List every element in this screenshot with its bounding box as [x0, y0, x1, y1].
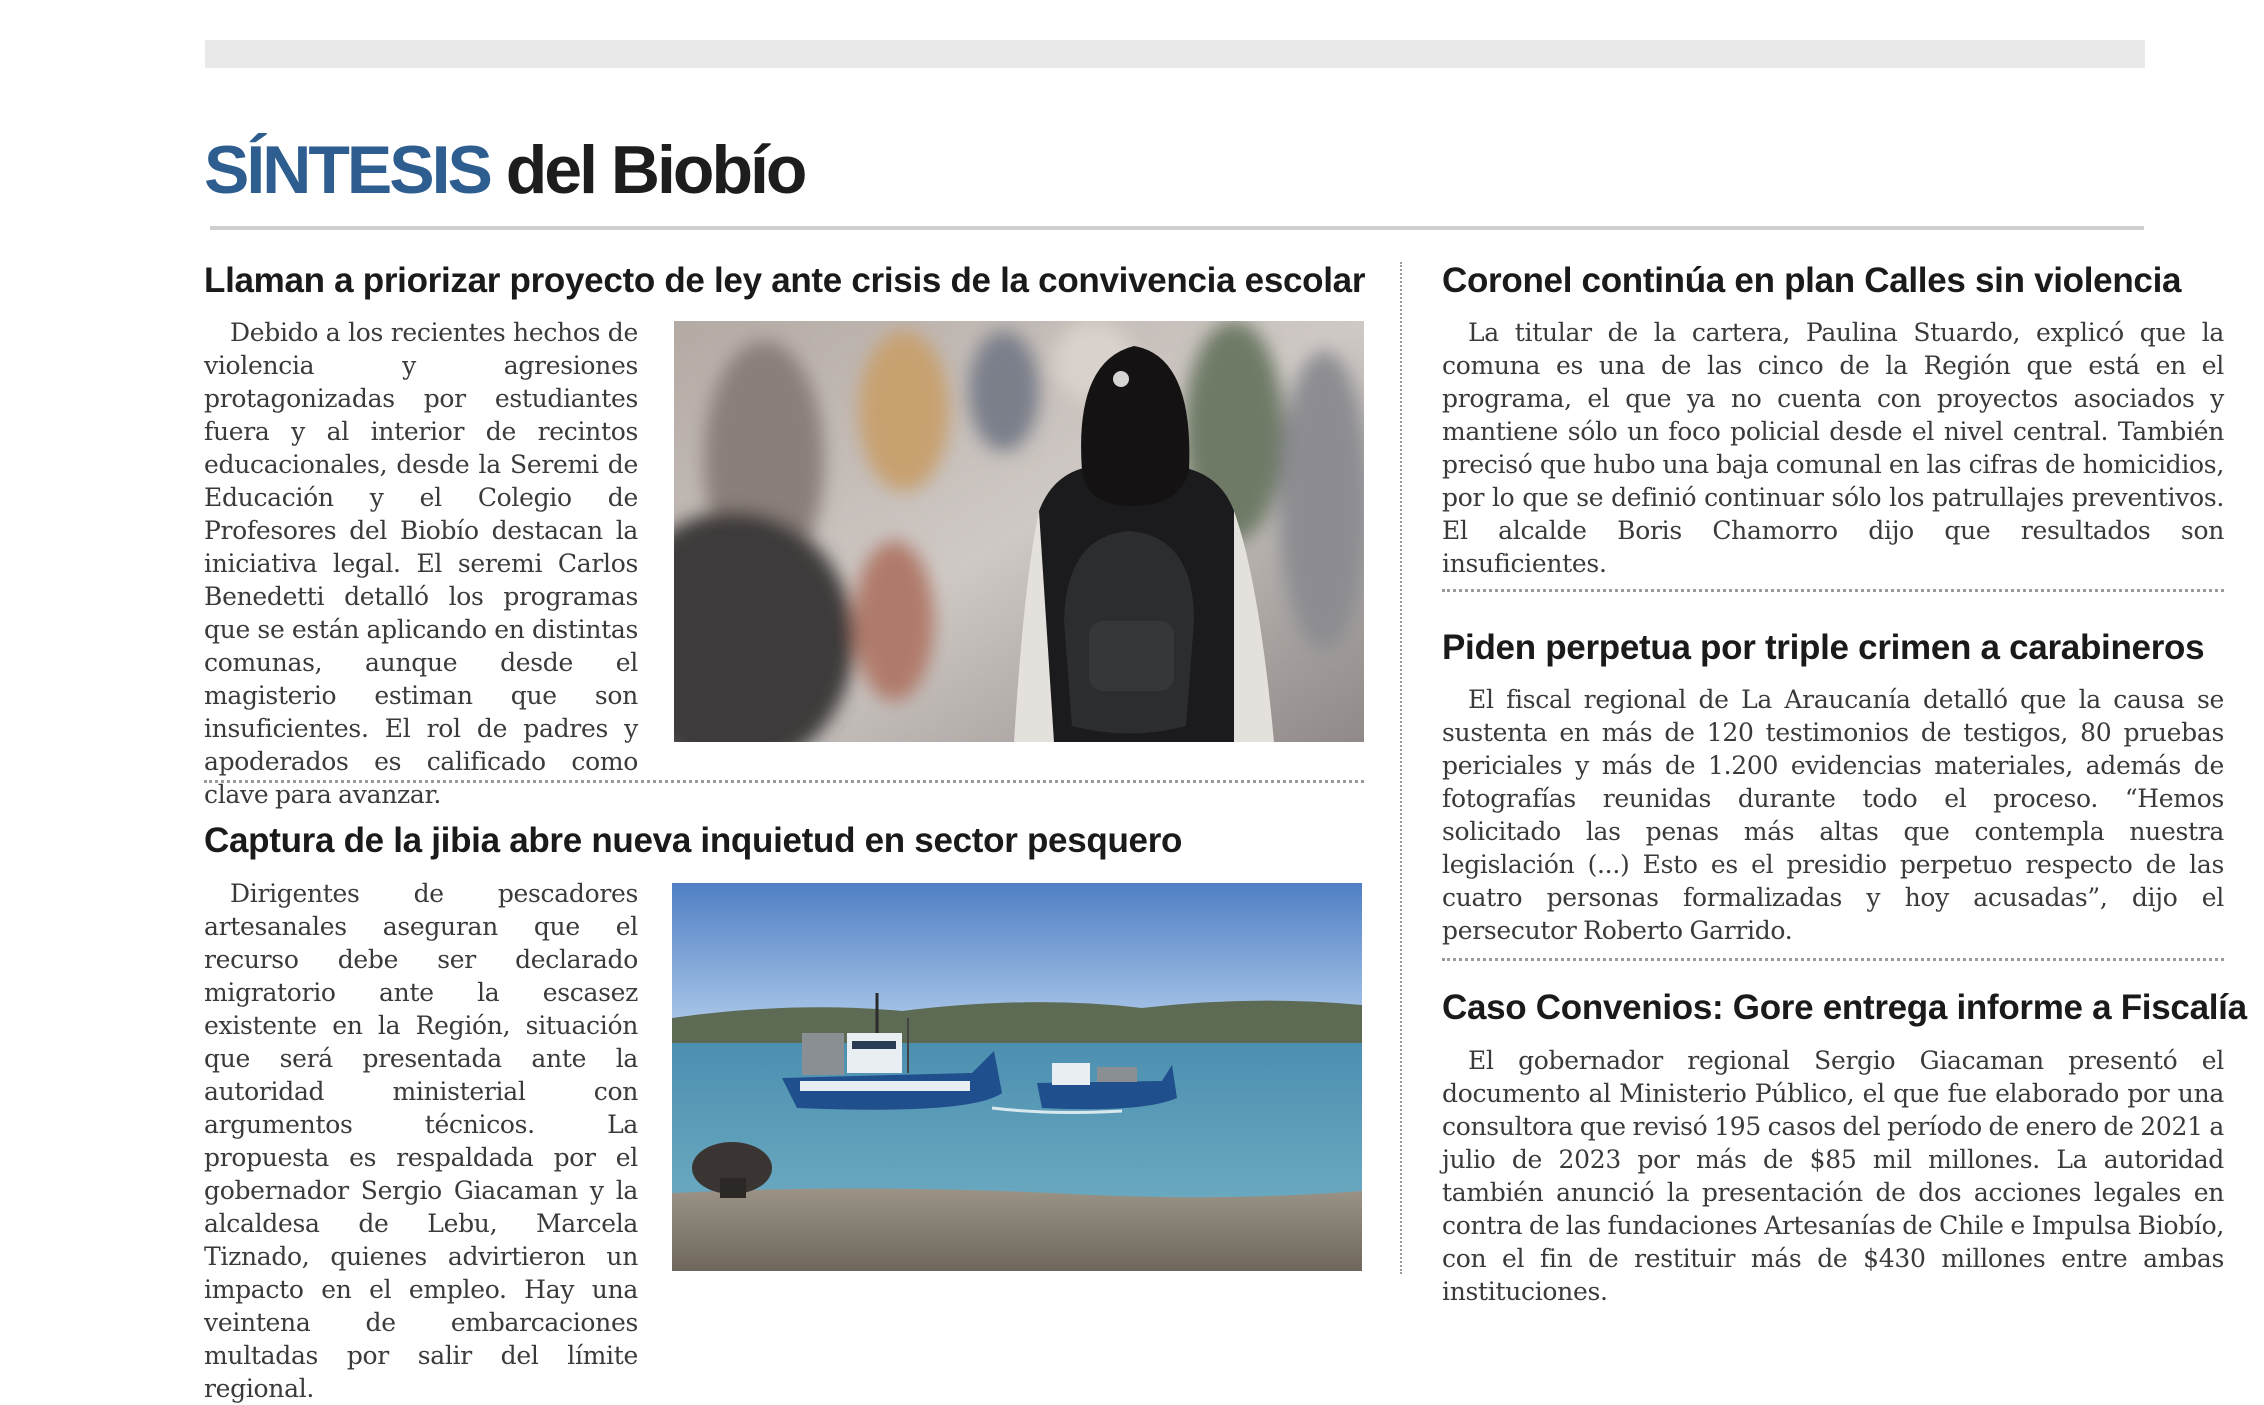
article-divider: [204, 780, 1364, 783]
article-headline[interactable]: Caso Convenios: Gore entrega informe a Fiscalía: [1442, 988, 2247, 1027]
section-title: [204, 130, 804, 210]
article-headline[interactable]: Captura de la jibia abre nueva inquietud en sector pesquero: [204, 821, 1183, 860]
header-rule: [210, 226, 2144, 230]
student-backpack-photo: [674, 321, 1364, 742]
top-gray-band: [205, 40, 2145, 68]
article-body: El fiscal regional de La Araucanía detalló que la causa se sustenta en más de 120 testimonios de testigos, 80 pruebas periciales y más de 1.200 evidencias materiales, además de fotografías reunidas durante todo el proceso. “Hemos solicitado las penas más altas que contempla nuestra legislación (...) Esto es el presidio perpetuo respecto de las cuatro personas formalizadas y hoy acusadas”, dijo el persecutor Roberto Garrido.: [1442, 685, 2224, 945]
article-headline[interactable]: Coronel continúa en plan Calles sin violencia: [1442, 261, 2182, 300]
article-divider: [1442, 958, 2224, 961]
article-body: Debido a los recientes hechos de violencia y agresiones protagonizadas por estudiantes fuera y al interior de recintos educacionales, desde la Seremi de Educación y el Colegio de Profesores del Biobío destacan la iniciativa legal. El seremi Carlos Benedetti detalló los programas que se están aplicando en distintas comunas, aunque desde el magisterio estiman que son insuficientes. El rol de padres y apoderados es calificado como clave para avanzar.: [204, 318, 638, 809]
article-body: Dirigentes de pescadores artesanales aseguran que el recurso debe ser declarado migratorio ante la escasez existente en la Región, situación que será presentada ante la autoridad ministerial con argumentos técnicos. La propuesta es respaldada por el gobernador Sergio Giacaman y la alcaldesa de Lebu, Marcela Tiznado, quienes advirtieron un impacto en el empleo. Hay una veintena de embarcaciones multadas por salir del límite regional.: [204, 879, 638, 1403]
article-headline[interactable]: Llaman a priorizar proyecto de ley ante crisis de la convivencia escolar: [204, 261, 1366, 300]
section-title-accent: SÍNTESIS: [204, 132, 490, 208]
column-divider: [1400, 262, 1402, 1274]
article-body: La titular de la cartera, Paulina Stuardo, explicó que la comuna es una de las cinco de la Región que está en el programa, el que ya no cuenta con proyectos asociados y mantiene sólo un foco policial desde el nivel central. También precisó que hubo una baja comunal en las cifras de homicidios, por lo que se definió continuar sólo los patrullajes preventivos. El alcalde Boris Chamorro dijo que resultados son insuficientes.: [1442, 318, 2224, 578]
fishing-boats-photo: [672, 883, 1362, 1271]
section-title-rest: del Biobío: [505, 132, 805, 208]
article-body: El gobernador regional Sergio Giacaman presentó el documento al Ministerio Público, el que fue elaborado por una consultora que revisó 195 casos del período de enero de 2021 a julio de 2023 por más de $85 mil millones. La autoridad también anunció la presentación de dos acciones legales en contra de las fundaciones Artesanías de Chile e Impulsa Biobío, con el fin de restituir más de $430 millones entre ambas instituciones.: [1442, 1046, 2224, 1306]
article-headline[interactable]: Piden perpetua por triple crimen a carabineros: [1442, 628, 2205, 667]
article-divider: [1442, 589, 2224, 592]
